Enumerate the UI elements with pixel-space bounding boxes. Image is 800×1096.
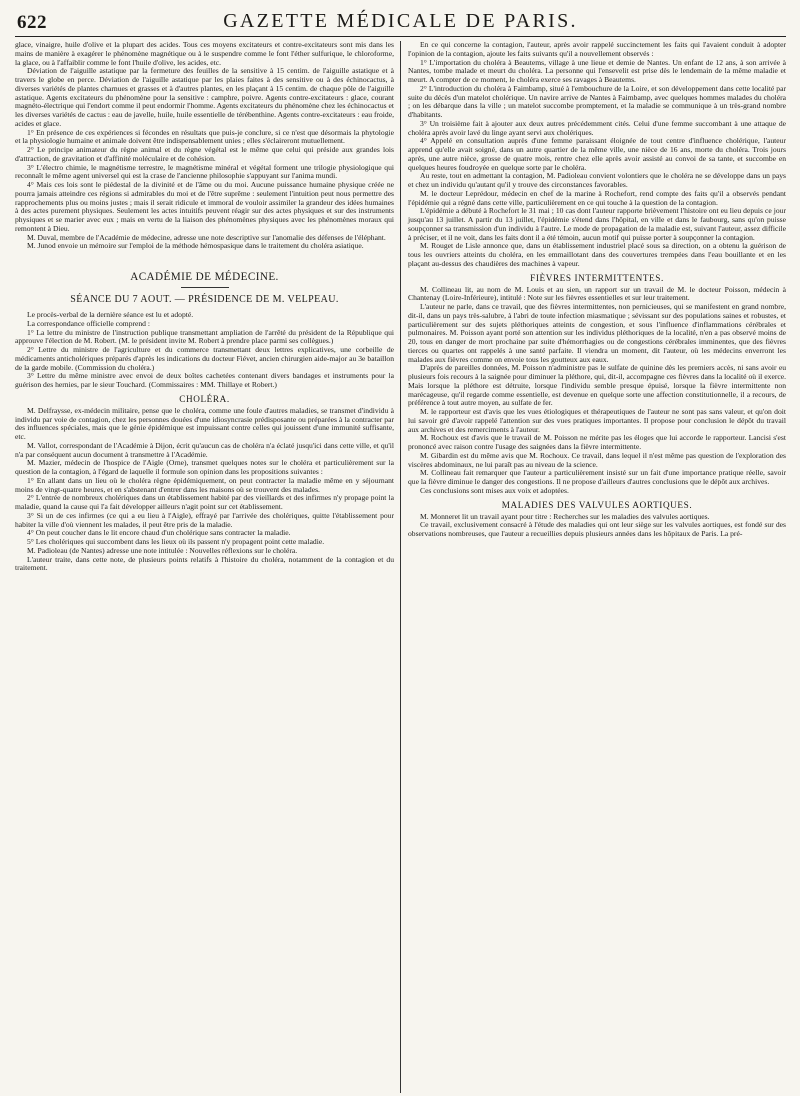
right-top-section	[408, 41, 786, 269]
paragraph: 2° Lettre du ministre de l'agriculture et du commerce transmettant deux lettres explicatives, une corbeille de médicaments anticholériques préparés d'après les indications du docteur Fiévet, ancien chirurgien aide-major au 3e bataillon de la garde mobile. (Commission du choléra.)	[15, 345, 394, 372]
paragraph: M. Mazier, médecin de l'hospice de l'Aigle (Orne), transmet quelques notes sur le choléra et particulièrement sur la question de la contagion, à l'égard de laquelle il formule son opinion dans les propositions suivantes :	[15, 458, 394, 476]
paragraph: M. Gibardin est du même avis que M. Rochoux. Ce travail, dans lequel il n'est même pas question de l'exploration des viscères abdominaux, ne lui paraît pas au niveau de la science.	[408, 450, 786, 469]
fevers-section	[408, 286, 786, 496]
paragraph: 3° Lettre du même ministre avec envoi de deux boîtes cachetées contenant divers bandages et instruments pour la guérison des hernies, par le sieur Touchard. (Commissaires : MM. Thillaye et Robert.)	[15, 371, 394, 389]
paragraph: M. Padioleau (de Nantes) adresse une note intitulée : Nouvelles réflexions sur le choléra.	[27, 545, 298, 555]
session-section	[15, 311, 394, 390]
paragraph: 3° L'électro chimie, le magnétisme terrestre, le magnétisme minéral et végétal forment une trilogie physiologique qui reconnaît le même agent universel qui est la crase de l'ancienne philosophie s'appuyant sur l'anima mundi.	[15, 162, 394, 181]
paragraph: 3° Si un de ces infirmes (ce qui a eu lieu à l'Aigle), effrayé par l'arrivée des cholériques, quitte l'établissement pour habiter la ville d'où viennent les malades, il peut être pris de la maladie.	[15, 510, 394, 529]
fevers-heading: FIÈVRES INTERMITTENTES.	[530, 272, 664, 283]
paragraph: 2° L'introduction du choléra à Faimbamp, situé à l'embouchure de la Loire, et son développement dans cette localité par suite du décès d'un matelot cholérique. Un navire arrive de Nantes à Faimbamp, avec quelques hommes malades du choléra ; on les débarque dans la ville ; un matelot succombe promptement, et la maladie se communique à un très-grand nombre d'habitants.	[408, 83, 786, 119]
cholera-section	[15, 407, 394, 573]
paragraph: M. Junod envoie un mémoire sur l'emploi de la méthode hémospasique dans le traitement du choléra asiatique.	[27, 241, 364, 251]
paragraph: 1° En allant dans un lieu où le choléra règne épidémiquement, on peut contracter la maladie même en y séjournant moins de vingt-quatre heures, et en s'abstenant d'entrer dans les maisons où se trouvent des malades.	[15, 475, 394, 494]
journal-title: GAZETTE MÉDICALE DE PARIS.	[223, 10, 578, 32]
paragraph: 2° Le principe animateur du règne animal et du règne végétal est le même que celui qui préside aux grandes lois d'attraction, de gravitation et d'affinité moléculaire et de cohésion.	[15, 145, 394, 163]
page-header	[15, 6, 786, 37]
paragraph: Déviation de l'aiguille astatique par la fermeture des feuilles de la sensitive à 15 centim. de l'aiguille astatique et à travers le globe en perce. Déviation de l'aiguille astatique par les plaies faites à des sensitive ou à des échinocactus, à diverses variétés de plantes charnues et grasses et à d'autres plantes, en les plaçant à 15 centim. de chaque pôle de l'aiguille astatique. Agents excitateurs du phénomène pour la sensitive : camphre, poivre. Agents contre-excitateurs : glace, courant magnéto-électrique qui l'endort comme il peut endormir l'homme. Agents excitateurs du phénomène chez les échinocactus et les diverses variétés de cactus : eau de javelle, huile, huile essentielle de térébenthine. Agents contre-excitateurs : eau froide, acides et glace.	[15, 66, 394, 128]
paragraph: Au reste, tout en admettant la contagion, M. Padioleau convient volontiers que le choléra ne se développe dans un pays et chez un individu qu'autant qu'il y trouve des circonstances favorables.	[408, 171, 786, 189]
paragraph: 4° Mais ces lois sont le piédestal de la divinité et de l'âme ou du moi. Aucune puissance humaine physique créée ne pourra jamais atteindre ces régions si admirables du moi et de l'être suprême : seulement l'intuition peut nous permettre des rapprochements plus ou moins justes ; mais il serait ridicule et immoral de vouloir assimiler la grandeur des idées humaines à des actes purement physiques. Seulement les actes intuitifs peuvent réagir sur des actes physiques et sur des instruments physiques et se marier avec eux ; mais en vertu de la liaison des phénomènes physiques avec les phénomènes moraux qui remontent à Dieu.	[15, 180, 394, 233]
paragraph: D'après de pareilles données, M. Poisson n'administre pas le sulfate de quinine dès les premiers accès, ni sans avoir eu plusieurs fois recours à la saignée pour diminuer la pléthore, qui, dit-il, accompagne ces fièvres dans la localité où il exerce. Mais lorsque la pléthore est détruite, lorsque l'individu semble presque épuisé, lorsque la fièvre intermittente non marécageuse, qu'il regarde comme essentielle, est devenue en quelque sorte une affection constitutionnelle, il a recours, de préférence à tout autre moyen, au sulfate de fer.	[408, 363, 786, 408]
cholera-heading: CHOLÉRA.	[179, 393, 230, 404]
paragraph: M. Rochoux est d'avis que le travail de M. Poisson ne mérite pas les éloges que lui accorde le rapporteur. Lancisi s'est prononcé avec raison contre l'usage des saignées dans la fièvre intermittente.	[408, 433, 786, 451]
paragraph: 5° Les cholériques qui succombent dans les lieux où ils passent n'y propagent point cette maladie.	[27, 537, 325, 546]
paragraph: M. Rouget de Lisle annonce que, dans un établissement industriel placé sous sa direction, on a obtenu la guérison de tous les ouvriers atteints du choléra, en les emmaillotant dans des couvertures trempées dans l'eau bouillante et en les plaçant au-dessus des chaudières des machines à vapeur.	[408, 241, 786, 268]
paragraph: M. Duval, membre de l'Académie de médecine, adresse une note descriptive sur l'anomalie des défenses de l'éléphant.	[27, 232, 386, 242]
paragraph: 1° L'importation du choléra à Beautems, village à une lieue et demie de Nantes. Un enfant de 12 ans, à son arrivée à Nantes, tombe malade et meurt du choléra. La personne qui l'ensevelit est prise dès le lendemain de la même maladie et meurt. A compter de ce moment, le choléra exerce ses ravages à Beautems.	[408, 57, 786, 84]
paragraph: La correspondance officielle comprend :	[27, 318, 150, 328]
paragraph: M. Monneret lit un travail ayant pour titre : Recherches sur les maladies des valvules aortiques.	[420, 511, 710, 521]
right-column	[401, 41, 786, 1093]
session-line: SÉANCE DU 7 AOUT. — PRÉSIDENCE DE M. VELPEAU.	[70, 294, 339, 305]
paragraph: M. Collineau fait remarquer que l'auteur a particulièrement insisté sur un fait d'une importance pratique réelle, savoir que la fièvre diminue le danger des congestions. Il ne propose d'ailleurs d'autres conclusions que le dépôt aux archives.	[408, 468, 786, 486]
paragraph: L'auteur ne parle, dans ce travail, que des fièvres intermittentes, non pernicieuses, qui se manifestent en grand nombre, dit-il, dans un pays très-salubre, à l'abri de toute infection miasmatique ; sévissant sur des populations saines et robustes, et particulièrement sur des sujets pléthoriques atteints de congestion, et sous l'influence d'inflammations cérébrales et pulmonaires. M. Poisson ayant porté son attention sur les individus pléthoriques de la localité, n'en a pas observé moins de 20, tous en danger de mort prochaine par suite d'hémorrhagies ou de congestions cérébrales imminentes, que des fièvres tierces ou quartes ont rappelés à une santé parfaite. Il viendra un moment, dit l'auteur, où les médecins enverront les malades aux fièvres comme on envoie tous les goutteux aux eaux.	[408, 302, 786, 364]
paragraph: 1° En présence de ces expériences si fécondes en résultats que puis-je conclure, si ce n'est que désormais la phytologie et la physiologie humaine et animale doivent être indispensablement unies ; elles s'éclaireront mutuellement.	[15, 127, 394, 146]
valves-section	[408, 513, 786, 539]
paragraph: Le procès-verbal de la dernière séance est lu et adopté.	[27, 310, 194, 319]
paragraph: glace, vinaigre, huile d'olive et la plupart des acides. Tous ces moyens excitateurs et contre-excitateurs sont mis dans les mains de manière à exagérer le phénomène magnétique ou à le suspendre comme le font l'éther sulfurique, le chloroforme, la glace, ou à l'affaiblir comme le font l'huile d'olive, les acides, etc.	[15, 40, 394, 67]
paragraph: M. Vallot, correspondant de l'Académie à Dijon, écrit qu'aucun cas de choléra n'a éclaté jusqu'ici dans cette ville, et qu'il n'a par conséquent aucun document à transmettre à l'Académie.	[15, 440, 394, 459]
left-top-section	[15, 41, 394, 251]
paragraph: 4° On peut coucher dans le lit encore chaud d'un cholérique sans contracter la maladie.	[27, 528, 291, 538]
page-number: 622	[17, 12, 47, 33]
section-divider	[181, 287, 229, 288]
paragraph: M. Delfraysse, ex-médecin militaire, pense que le choléra, comme une foule d'autres maladies, se transmet d'individu à individu par voie de contagion, chez les personnes douées d'une idiosyncrasie prédisposante ou préparées à la contracter par des influences spéciales, mais que le génie épidémique est impuissant contre celles qui jouissent d'une immunité suffisante, etc.	[15, 405, 394, 441]
text-columns	[15, 41, 786, 1093]
paragraph: M. le docteur Leprédour, médecin en chef de la marine à Rochefort, rend compte des faits qu'il a observés pendant l'épidémie qui a régné dans cette ville, particulièrement en ce qui touche à la question de la contagion.	[408, 188, 786, 207]
paragraph: 2° L'entrée de nombreux cholériques dans un établissement habité par des vieillards et des infirmes n'y propage point la maladie, quand la cause qui l'a fait développer ailleurs n'agit point sur cet établissement.	[15, 493, 394, 511]
paragraph: En ce qui concerne la contagion, l'auteur, après avoir rappelé succinctement les faits qui l'avaient conduit à adopter l'opinion de la contagion, ajoute les faits suivants qu'il a nouvellement observés :	[408, 40, 786, 58]
paragraph: 4° Appelé en consultation auprès d'une femme paraissant éloignée de tout centre d'influence cholérique, l'auteur apprend qu'elle avait soigné, dans un autre quartier de la même ville, une nièce de 16 ans, morte du choléra. Trois jours après, une autre nièce, grosse de quatre mois, rentre chez elle après avoir assisté au convoi de sa tante, et succombe en quelques heures foudroyée en quelque sorte par le choléra.	[408, 136, 786, 172]
paragraph: L'épidémie a débuté à Rochefort le 31 mai ; 10 cas dont l'auteur rapporte brièvement l'histoire ont eu lieu depuis ce jour jusqu'au 13 juillet. A partir du 13 juillet, l'épidémie s'étend dans l'hôpital, en ville et dans le faubourg, sans qu'on puisse soupçonner sa transmission d'un individu à l'autre. Le mode de propagation de la maladie est, suivant l'auteur, assez difficile à préciser, et il ne voit, dans les faits dont il a été témoin, aucun motif qui puisse porter à soupçonner la contagion.	[408, 206, 786, 242]
paragraph: Ces conclusions sont mises aux voix et adoptées.	[420, 485, 569, 495]
left-column	[15, 41, 400, 1093]
paragraph: 3° Un troisième fait à ajouter aux deux autres précédemment cités. Celui d'une femme succombant à une attaque de choléra après avoir lavé du linge ayant servi aux cholériques.	[408, 118, 786, 137]
paragraph: Ce travail, exclusivement consacré à l'étude des maladies qui ont leur siège sur les valvules aortiques, est fondé sur des observations nombreuses, que l'auteur a recueillies depuis plusieurs années dans les hôpitaux de Paris. La pré-	[408, 520, 786, 538]
academy-title: ACADÉMIE DE MÉDECINE.	[130, 271, 279, 283]
paragraph: L'auteur traite, dans cette note, de plusieurs points relatifs à l'histoire du choléra, notamment de la contagion et du traitement.	[15, 554, 394, 573]
paragraph: M. Collineau lit, au nom de M. Louis et au sien, un rapport sur un travail de M. le docteur Poisson, médecin à Chantenay (Loire-Inférieure), intitulé : Note sur les fièvres essentielles et sur leur traitement.	[408, 284, 786, 303]
paragraph: 1° La lettre du ministre de l'instruction publique transmettant ampliation de l'arrêté du président de la République qui approuve l'élection de M. Robert. (M. le président invite M. Robert à prendre place parmi ses collègues.)	[15, 327, 394, 346]
valves-heading: MALADIES DES VALVULES AORTIQUES.	[501, 499, 693, 510]
paragraph: M. le rapporteur est d'avis que les vues étiologiques et thérapeutiques de l'auteur ne sont pas sans valeur, et qu'on doit lui savoir gré d'avoir rappelé l'attention sur des vues pratiques importantes. Il propose pour conclusion le dépôt du travail aux archives et des remerciments à l'auteur.	[408, 407, 786, 434]
